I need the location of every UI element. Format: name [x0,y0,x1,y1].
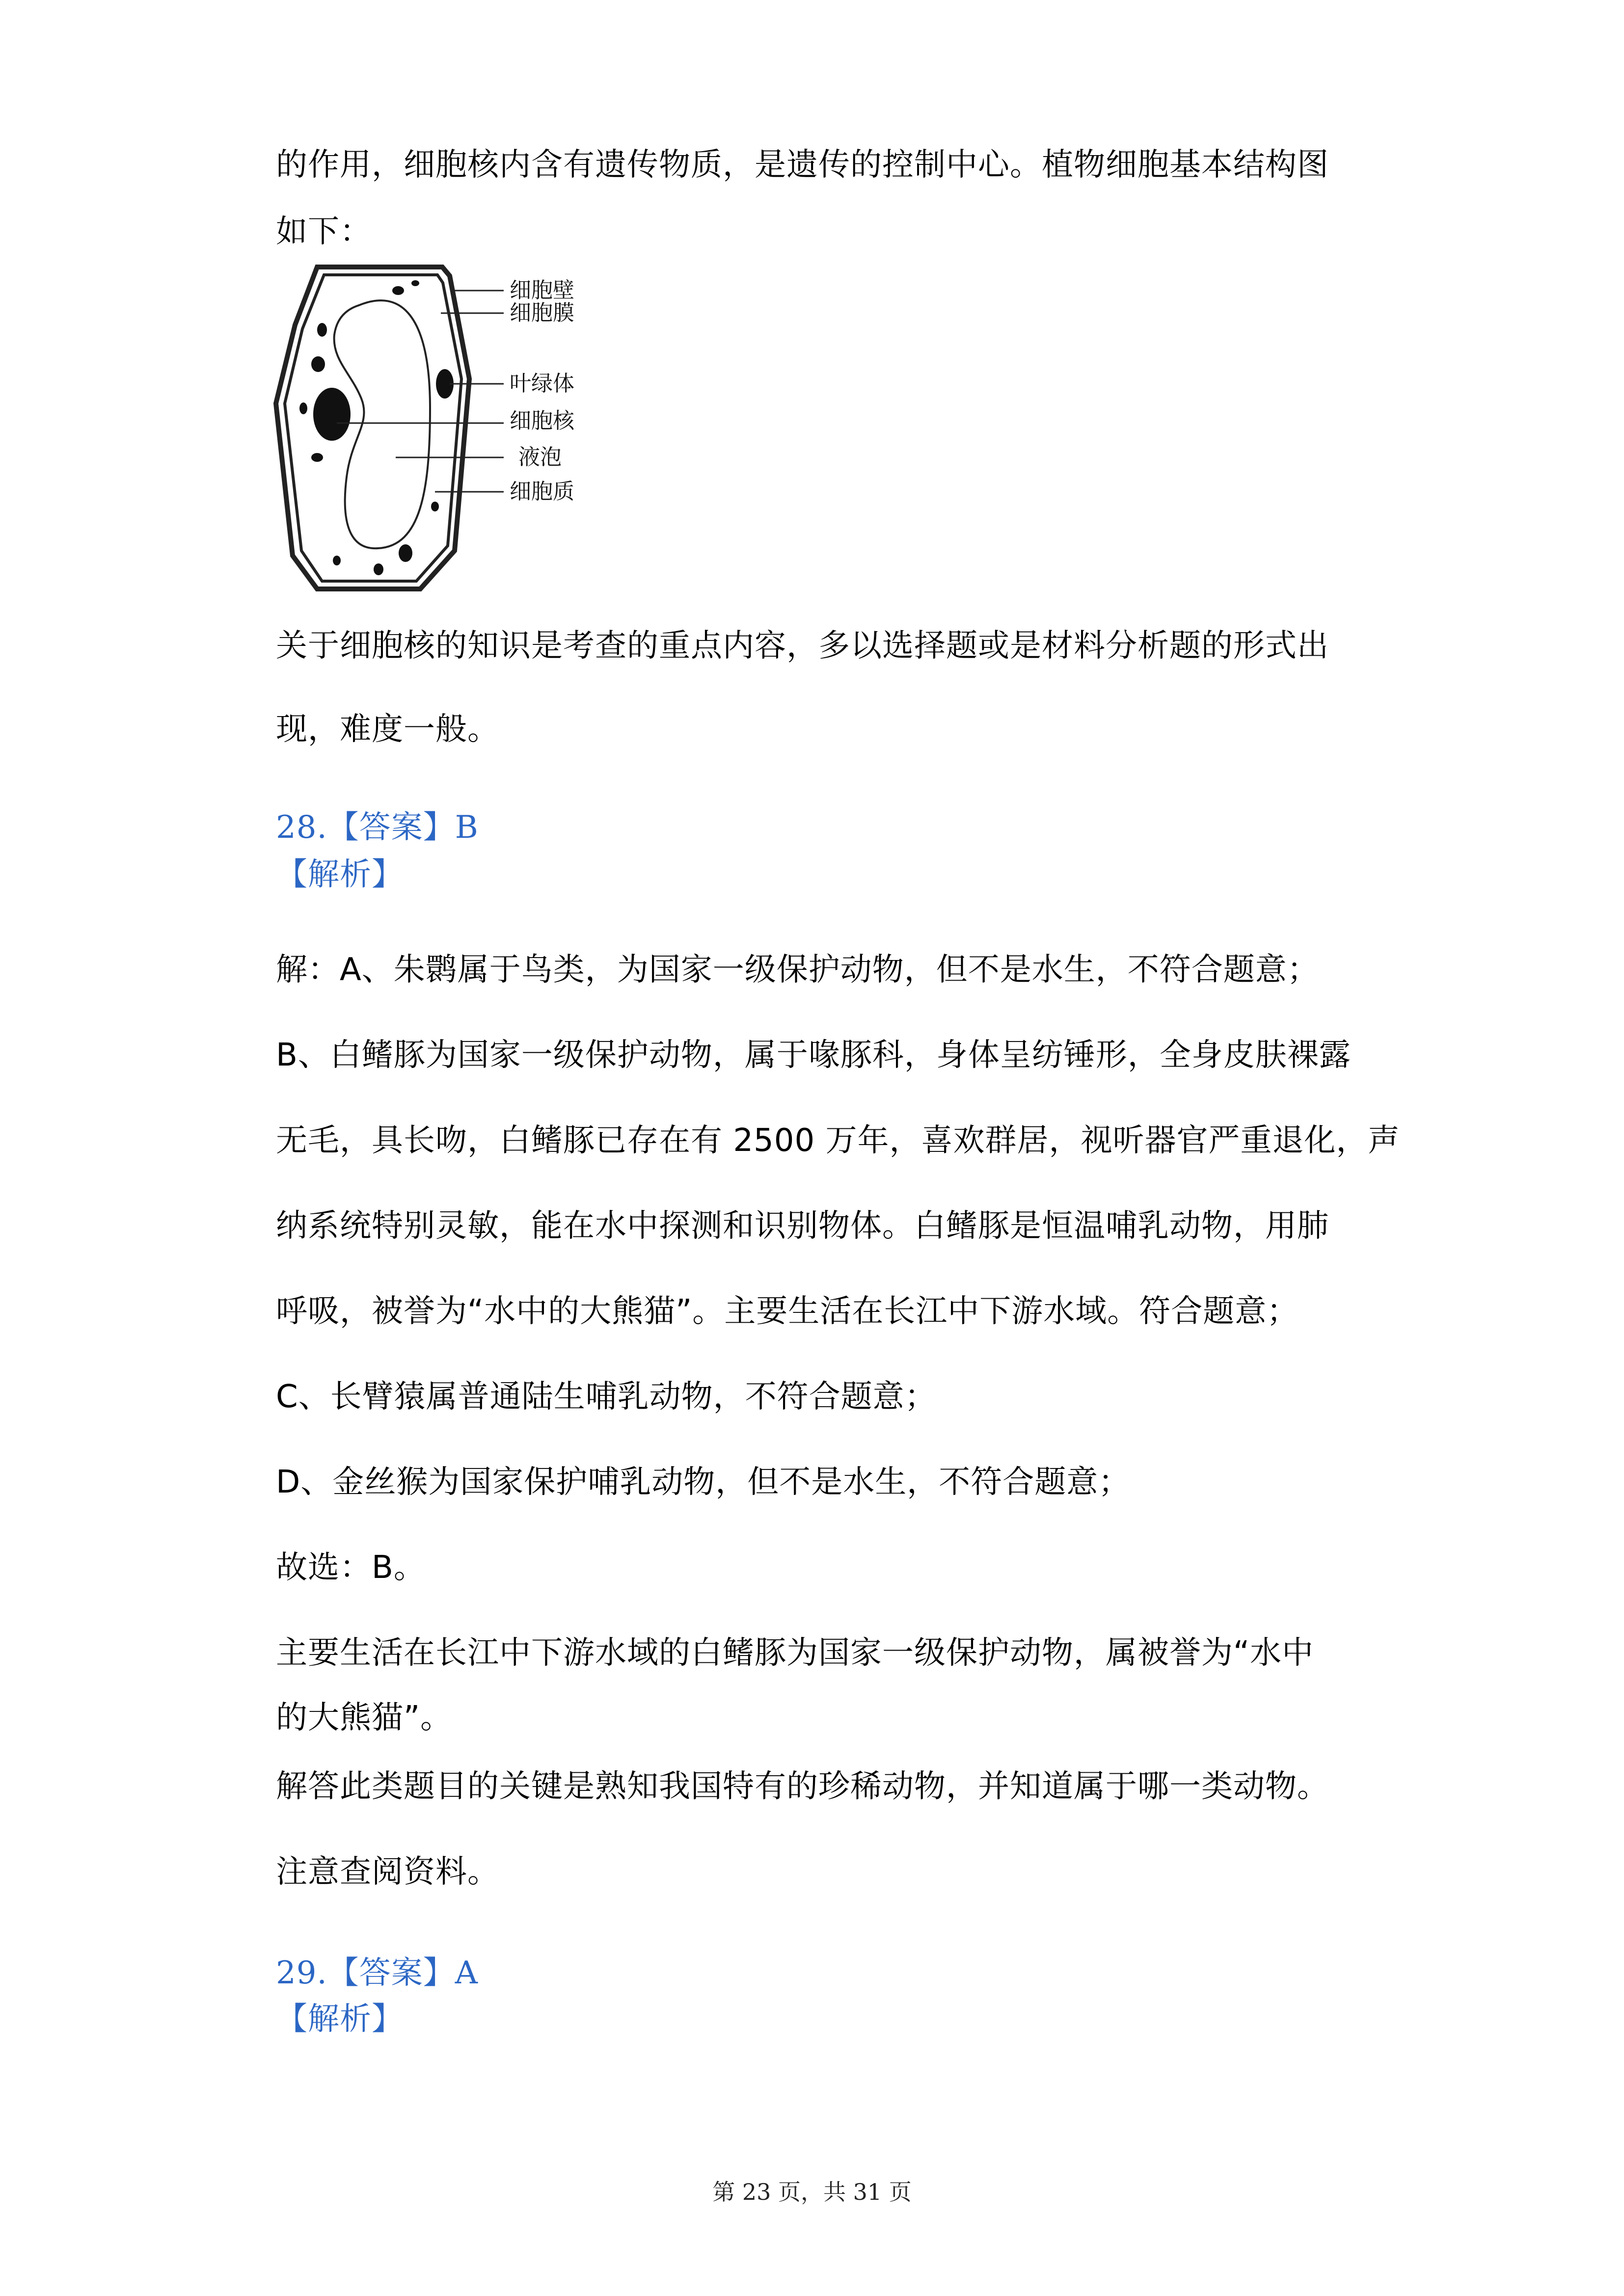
paragraph-line: 的作用，细胞核内含有遗传物质，是遗传的控制中心。植物细胞基本结构图 [276,147,1329,183]
chloroplast-shape [299,402,307,414]
paragraph-line: 主要生活在长江中下游水域的白鳍豚为国家一级保护动物，属被誉为“水中 [276,1635,1314,1671]
chloroplast-shape [311,356,325,372]
plant-cell-svg [273,261,617,595]
label-cell-wall: 细胞壁 [510,278,574,303]
label-cell-membrane: 细胞膜 [510,300,574,325]
paragraph-line: 解：A、朱鹮属于鸟类，为国家一级保护动物，但不是水生，不符合题意； [276,952,1319,988]
analysis-heading-29: 【解析】 [276,2001,404,2037]
cell-membrane-outline [285,275,461,581]
answer-heading-28: 28.【答案】B [276,809,479,846]
paragraph-line: 关于细胞核的知识是考查的重点内容，多以选择题或是材料分析题的形式出 [276,628,1329,664]
answer-heading-29: 29.【答案】A [276,1955,478,1991]
chloroplast-shape [392,286,404,295]
label-vacuole: 液泡 [518,445,562,470]
label-cytoplasm: 细胞质 [510,479,574,504]
paragraph-line: 解答此类题目的关键是熟知我国特有的珍稀动物，并知道属于哪一类动物。 [276,1768,1329,1805]
paragraph-line: 无毛，具长吻，白鳍豚已存在有 2500 万年，喜欢群居，视听器官严重退化，声 [276,1122,1400,1159]
paragraph-line: D、金丝猴为国家保护哺乳动物，但不是水生，不符合题意； [276,1464,1131,1500]
chloroplast-shape [317,323,327,337]
paragraph-line: 的大熊猫”。 [276,1700,453,1736]
chloroplast-shape [431,502,439,511]
chloroplast-shape [399,544,412,562]
paragraph-line: C、长臂猿属普通陆生哺乳动物，不符合题意； [276,1379,937,1415]
page-footer: 第 23 页，共 31 页 [712,2179,912,2205]
chloroplast-shape [311,453,323,462]
label-nucleus: 细胞核 [510,408,574,433]
analysis-heading-28: 【解析】 [276,856,404,893]
label-chloroplast: 叶绿体 [510,371,574,396]
chloroplast-shape [333,556,341,565]
nucleus-shape [313,388,351,441]
chloroplast-shape [411,280,419,286]
paragraph-line: 注意查阅资料。 [276,1854,499,1890]
paragraph-line: 故选：B。 [276,1549,426,1586]
paragraph-line: 如下： [276,214,372,250]
cell-wall-outline [276,267,469,589]
paragraph-line: 纳系统特别灵敏，能在水中探测和识别物体。白鳍豚是恒温哺乳动物，用肺 [276,1208,1329,1244]
paragraph-line: 呼吸，被誉为“水中的大熊猫”。主要生活在长江中下游水域。符合题意； [276,1293,1299,1330]
paragraph-line: 现，难度一般。 [276,711,499,748]
chloroplast-shape [374,563,383,575]
plant-cell-diagram [273,261,617,595]
paragraph-line: B、白鳍豚为国家一级保护动物，属于喙豚科，身体呈纺锤形，全身皮肤裸露 [276,1037,1351,1073]
